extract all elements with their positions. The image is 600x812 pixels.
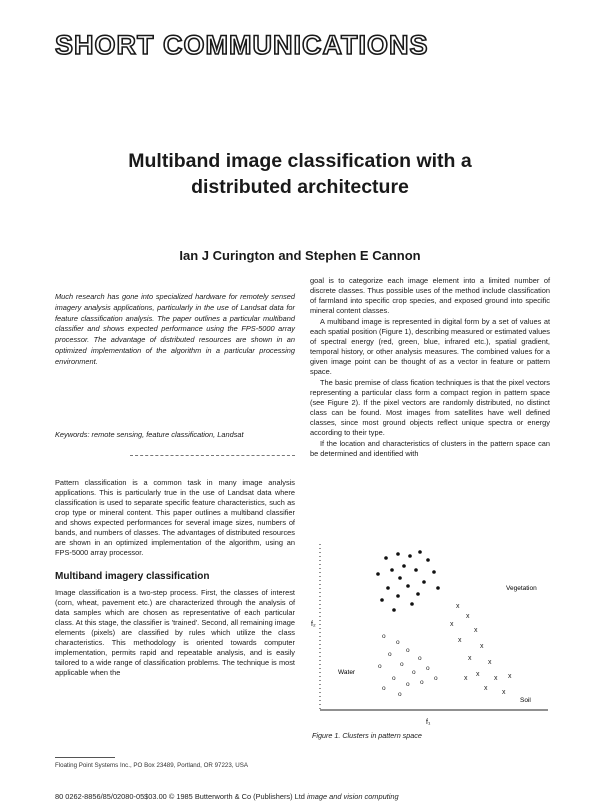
label-water: Water	[338, 669, 356, 676]
svg-text:x: x	[468, 655, 472, 662]
svg-text:x: x	[508, 673, 512, 680]
authors: Ian J Curington and Stephen E Cannon	[179, 248, 421, 263]
footnote: Floating Point Systems Inc., PO Box 23489, Portland, OR 97223, USA	[55, 762, 248, 769]
figure-clusters	[308, 530, 558, 728]
footnote-rule	[55, 757, 115, 758]
svg-text:o: o	[392, 675, 396, 682]
svg-text:o: o	[418, 655, 422, 662]
section-heading: Multiband imagery classification	[55, 571, 210, 582]
svg-text:x: x	[458, 637, 462, 644]
svg-text:o: o	[400, 661, 404, 668]
axis-label-x: f₁	[426, 719, 431, 726]
svg-text:o: o	[398, 691, 402, 698]
abstract: Much research has gone into specialized hardware for remotely sensed imagery analysis applications, particularly in the use of Landsat data for feature classification analysis. The paper outlines a particular multiband classifier and shows expected performance using the FPS-5000 array processor. The advantage of distributed resources are shown in an optimized implementation of the algorithm in a particular processing environment.	[55, 292, 295, 366]
svg-text:x: x	[502, 689, 506, 696]
svg-text:o: o	[434, 675, 438, 682]
title-line-2: distributed architecture	[191, 176, 409, 198]
paper-title	[40, 148, 560, 200]
right-paragraph-3: The basic premise of class fication techniques is that the pixel vectors representing a particular class form a compact region in pattern space (see Figure 2). If the pixel vectors are randomly distributed, no distinct class can be found. Most images from satellites have well defined classes, since most ground objects reflect unique spectra or energy according to their type.	[310, 378, 550, 437]
right-column	[310, 276, 550, 460]
svg-text:o: o	[406, 681, 410, 688]
right-paragraph-2: A multiband image is represented in digital form by a set of values at each spatial position (Figure 1), describing measured or estimated values of spectral energy (red, green, blue, infrared etc.), spatial gradient, temporal history, or other analysis measures. The combined values for a given image point can be thought of as a vector in feature or pattern space.	[310, 317, 550, 376]
svg-text:x: x	[464, 675, 468, 682]
label-vegetation: Vegetation	[506, 585, 537, 592]
section-paragraph: Image classification is a two-step process. First, the classes of interest (corn, wheat, pavement etc.) are characterized through the analysis of data samples which are chosen as representative of each particular class. At this stage, the classifier is 'trained'. Second, all remaining image elements (pixels) are classified by rules which utilize the class characteristics. This methodology is oriented towards computer implementation, permits rapid and repeatable analysis, and is easily tailored to a wide range of classification problems. The technique is most applicable when the	[55, 588, 295, 677]
svg-text:x: x	[476, 671, 480, 678]
label-soil: Soil	[520, 697, 531, 704]
cluster-soil	[450, 603, 512, 696]
keywords: Keywords: remote sensing, feature classification, Landsat	[55, 430, 244, 439]
right-paragraph-1: goal is to categorize each image element into a limited number of discrete classes. Thus possible uses of the method include classification of farmland into specific crop species, and exposed ground into specific mineral content classes.	[310, 276, 550, 315]
cluster-water	[378, 633, 438, 698]
section-banner: SHORT COMMUNICATIONS	[55, 30, 429, 60]
svg-text:o: o	[378, 663, 382, 670]
svg-text:x: x	[494, 675, 498, 682]
figure-caption: Figure 1. Clusters in pattern space	[312, 731, 422, 740]
svg-text:x: x	[488, 659, 492, 666]
svg-text:x: x	[480, 643, 484, 650]
svg-text:o: o	[396, 639, 400, 646]
svg-text:x: x	[484, 685, 488, 692]
cluster-vegetation	[376, 550, 440, 612]
intro-paragraph: Pattern classification is a common task in many image analysis applications. This is particularly true in the use of Landsat data where classification is used to separate specific feature characteristics, such as crop type or mineral content. This paper outlines a multiband classifier and shows expected performances for several image sizes, numbers of bands, and numbers of classes. The advantages of distributed resources are shown in an optimized implementation of the algorithm, using an FPS-5000 array processor.	[55, 478, 295, 557]
svg-text:x: x	[456, 603, 460, 610]
svg-text:x: x	[466, 613, 470, 620]
svg-text:o: o	[382, 633, 386, 640]
axis-label-y: f₂	[311, 621, 316, 628]
journal-name: image and vision computing	[306, 792, 399, 801]
title-line-1: Multiband image classification with a	[128, 150, 472, 172]
svg-text:o: o	[426, 665, 430, 672]
svg-text:o: o	[406, 647, 410, 654]
axes	[320, 544, 548, 710]
svg-text:o: o	[382, 685, 386, 692]
svg-text:x: x	[474, 627, 478, 634]
svg-text:o: o	[420, 679, 424, 686]
divider	[130, 455, 295, 456]
copyright-line: 80 0262-8856/85/02080-05$03.00 © 1985 Butterworth & Co (Publishers) Ltd	[55, 792, 305, 801]
svg-text:o: o	[388, 651, 392, 658]
bottom-line	[55, 792, 565, 801]
svg-text:o: o	[412, 669, 416, 676]
svg-text:x: x	[450, 621, 454, 628]
right-paragraph-4: If the location and characteristics of clusters in the pattern space can be determined and identified with	[310, 439, 550, 458]
